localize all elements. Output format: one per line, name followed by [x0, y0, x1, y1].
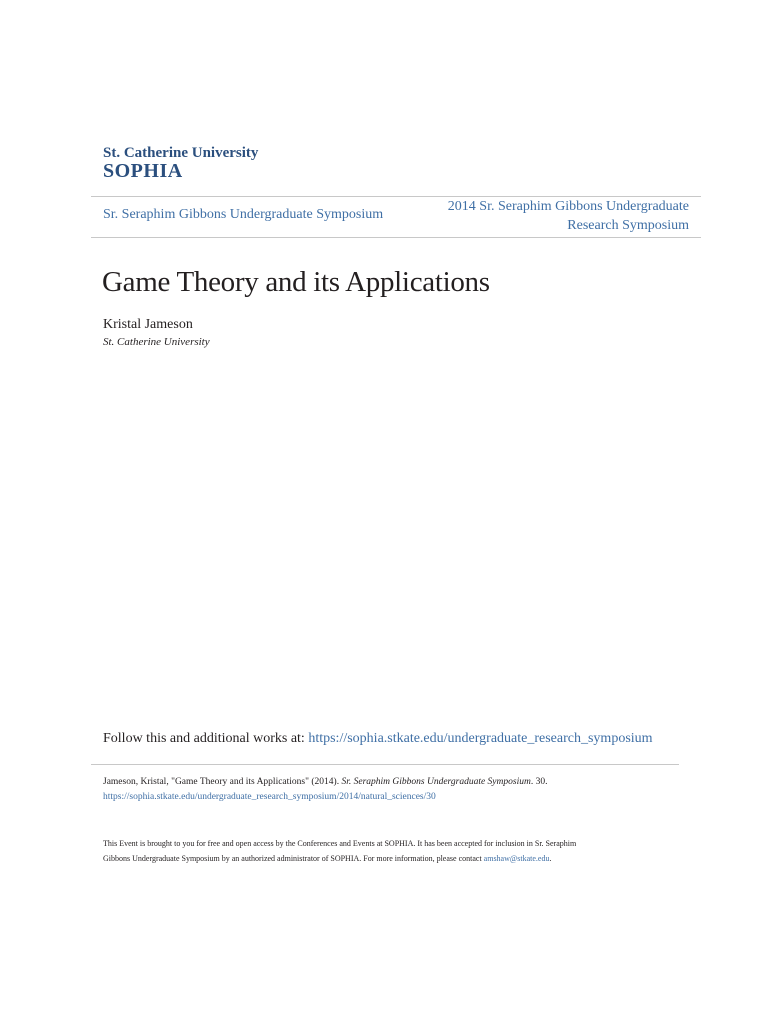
author-affiliation: St. Catherine University [103, 336, 210, 348]
page-title: Game Theory and its Applications [102, 266, 490, 298]
follow-line [103, 731, 653, 747]
citation-series: Sr. Seraphim Gibbons Undergraduate Symposium [341, 777, 531, 787]
notice-line1: This Event is brought to you for free and open access by the Conferences and Events at SOPHIA. It has been accepted for inclusion in Sr. Seraphim [103, 839, 577, 848]
access-notice [103, 836, 663, 866]
citation-block [103, 775, 547, 805]
series-right-line1: 2014 Sr. Seraphim Gibbons Undergraduate [447, 199, 689, 214]
citation-number: . 30. [530, 777, 548, 787]
author-name: Kristal Jameson [103, 317, 193, 332]
institution-name: St. Catherine University [103, 145, 259, 161]
citation-link[interactable]: https://sophia.stkate.edu/undergraduate_research_symposium/2014/natural_sciences/30 [103, 792, 436, 802]
follow-link[interactable]: https://sophia.stkate.edu/undergraduate_research_symposium [308, 731, 653, 746]
header-divider-bottom [91, 237, 701, 238]
follow-label: Follow this and additional works at: [103, 731, 305, 746]
series-right-line2: Research Symposium [567, 218, 689, 233]
follow-divider [91, 764, 679, 765]
series-link-left[interactable]: Sr. Seraphim Gibbons Undergraduate Symposium [103, 207, 384, 222]
notice-line2: Gibbons Undergraduate Symposium by an authorized administrator of SOPHIA. For more information, please contact [103, 854, 482, 863]
series-link-right[interactable] [420, 197, 689, 235]
contact-email-link[interactable]: amshaw@stkate.edu [483, 854, 550, 863]
notice-end: . [549, 854, 552, 863]
citation-text: Jameson, Kristal, "Game Theory and its Applications" (2014). [103, 777, 340, 787]
repository-name: SOPHIA [103, 160, 183, 182]
